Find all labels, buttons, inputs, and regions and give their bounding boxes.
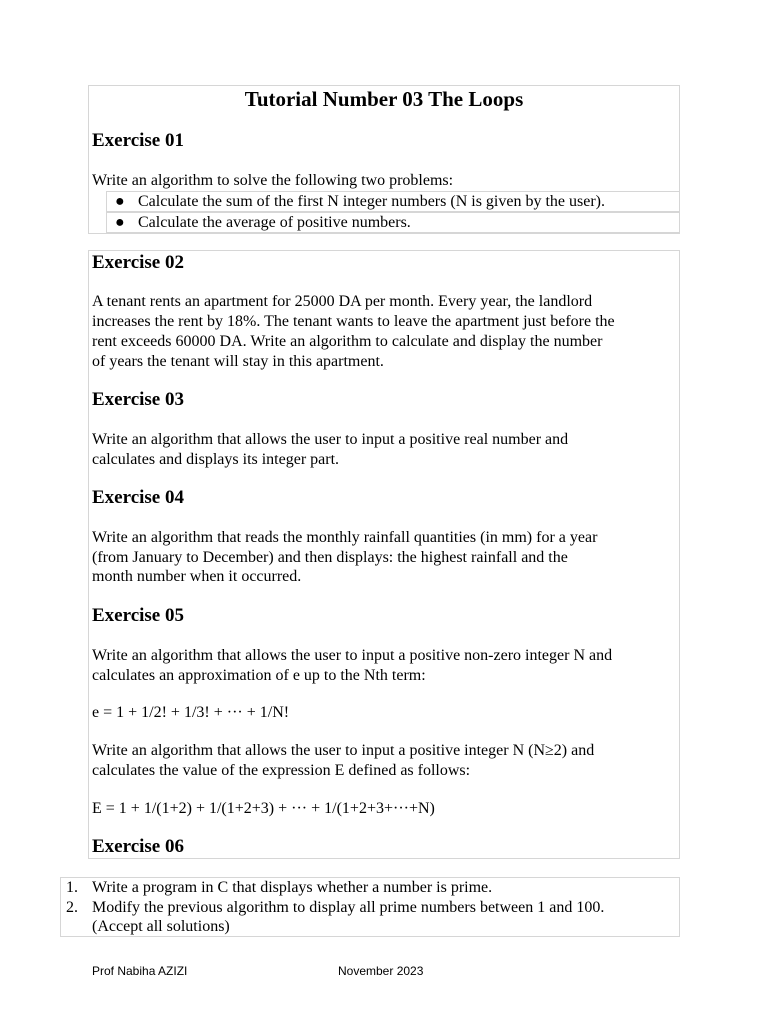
footer-date: November 2023 [338, 964, 424, 978]
exercise-02-line: rent exceeds 60000 DA. Write an algorithm to calculate and display the number [92, 333, 603, 350]
bullet-icon: ● [115, 193, 125, 210]
list-number: 2. [66, 899, 78, 916]
exercise-02-line: increases the rent by 18%. The tenant wants to leave the apartment just before the [92, 313, 615, 330]
exercise-04-line: (from January to December) and then displays: the highest rainfall and the [92, 549, 568, 566]
exercise-05-heading: Exercise 05 [92, 605, 184, 626]
exercise-01-bullet [106, 191, 680, 212]
exercise-02-heading: Exercise 02 [92, 252, 184, 273]
footer-author: Prof Nabiha AZIZI [92, 964, 188, 978]
exercise-05-line: Write an algorithm that allows the user to input a positive non-zero integer N and [92, 647, 613, 664]
page-title: Tutorial Number 03 The Loops [244, 87, 524, 111]
exercise-01-bullet [106, 212, 680, 233]
bullet-text: Calculate the average of positive numbers. [138, 214, 411, 231]
exercise-02-line: of years the tenant will stay in this apartment. [92, 353, 384, 370]
bullet-text: Calculate the sum of the first N integer numbers (N is given by the user). [138, 193, 605, 210]
exercise-03-heading: Exercise 03 [92, 389, 184, 410]
exercise-01-heading: Exercise 01 [92, 130, 184, 151]
exercise-03-line: Write an algorithm that allows the user to input a positive real number and [92, 431, 569, 448]
exercise-06-heading: Exercise 06 [92, 836, 184, 857]
exercise-05-line: calculates the value of the expression E defined as follows: [92, 762, 471, 779]
exercise-04-heading: Exercise 04 [92, 487, 184, 508]
exercise-04-line: month number when it occurred. [92, 568, 302, 585]
exercise-05-line: Write an algorithm that allows the user to input a positive integer N (N≥2) and [92, 742, 595, 759]
list-item: Modify the previous algorithm to display all prime numbers between 1 and 100. [92, 899, 605, 916]
exercise-05-formula-e: e = 1 + 1/2! + 1/3! + ··· + 1/N! [92, 704, 290, 721]
exercise-02-line: A tenant rents an apartment for 25000 DA per month. Every year, the landlord [92, 293, 593, 310]
bullet-icon: ● [115, 214, 125, 231]
exercise-04-line: Write an algorithm that reads the monthly rainfall quantities (in mm) for a year [92, 529, 598, 546]
list-item: Write a program in C that displays whether a number is prime. [92, 879, 493, 896]
exercise-05-line: calculates an approximation of e up to the Nth term: [92, 667, 426, 684]
exercise-03-line: calculates and displays its integer part. [92, 451, 340, 468]
exercise-05-formula-E: E = 1 + 1/(1+2) + 1/(1+2+3) + ··· + 1/(1+2+3+···+N) [92, 800, 435, 817]
exercise-01-intro: Write an algorithm to solve the following two problems: [92, 172, 454, 189]
list-item-note: (Accept all solutions) [92, 918, 230, 935]
list-number: 1. [66, 879, 78, 896]
